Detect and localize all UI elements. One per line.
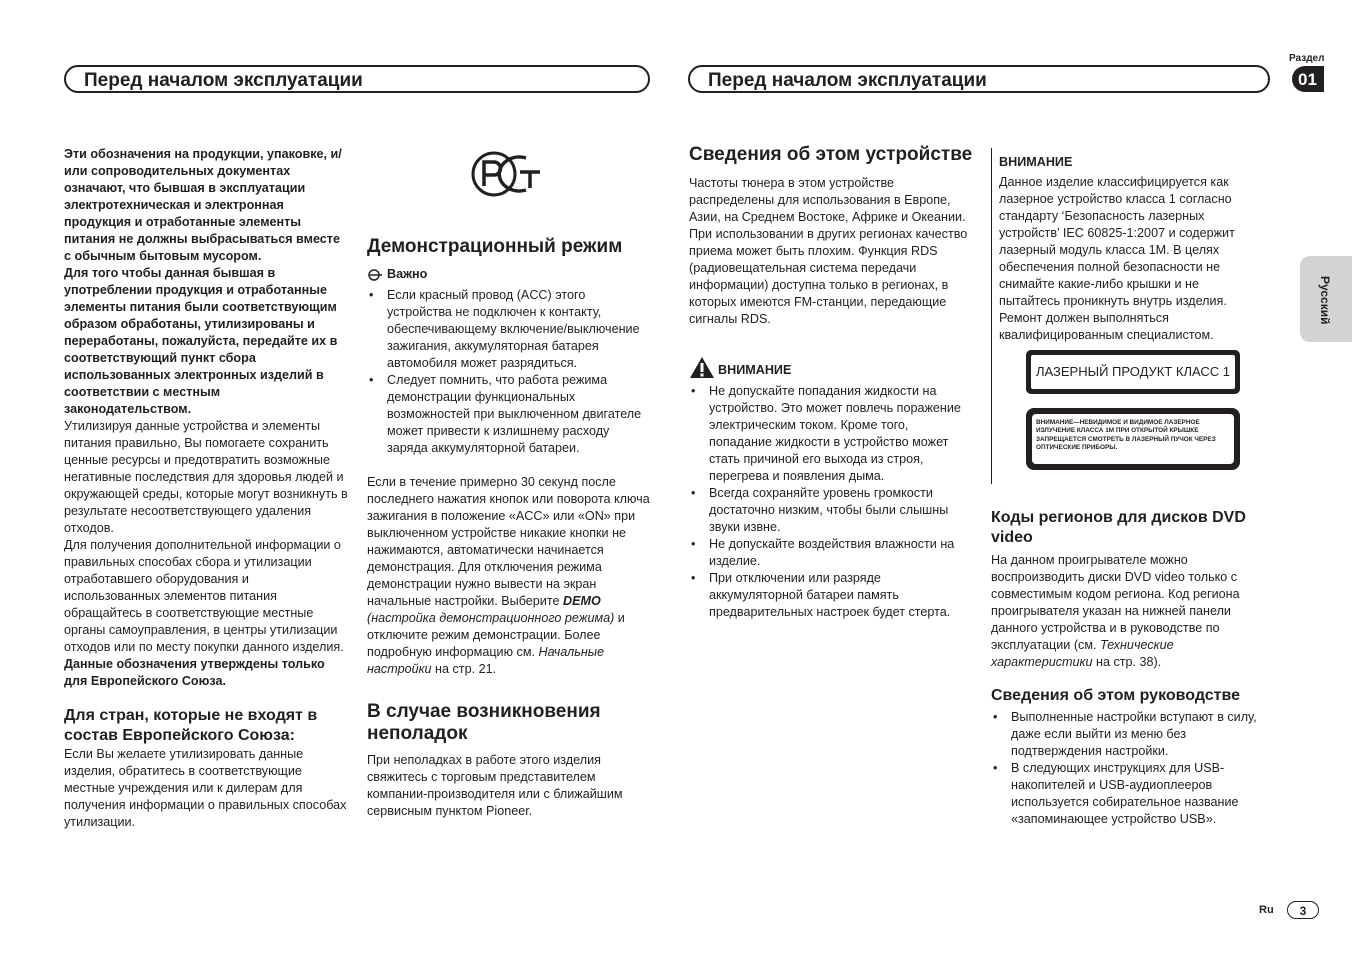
non-eu-heading: Для стран, которые не входят в состав Европейского Союза: — [64, 707, 318, 744]
disposal-info-paragraph: Для получения дополнительной информации о правильных способах сбора и утилизации отработавшего оборудования и использованных элементов питания обращайтесь в соответствующие местные органы самоуправления, в центры утилизации отходов или по месту покупки данного изделия. — [64, 538, 344, 654]
page-number-badge — [1287, 901, 1319, 919]
language-side-tab-label: Русский — [1318, 276, 1332, 325]
troubleshooting-heading: В случае возникновения неполадок — [367, 701, 601, 744]
warning-triangle-icon — [689, 356, 715, 379]
footer-lang: Ru — [1259, 904, 1274, 916]
laser-paragraph: Данное изделие классифицируется как лазерное устройство класса 1 согласно стандарту ‘Безопасность лазерных устройств’ IEC 60825-1:2007 и содержит лазерный модуль класса 1M. В целях обеспечения полной безопасности не снимайте какие-либо крышки и не пытайтесь проникнуть внутрь изделия. Ремонт должен выполняться квалифицированным специалистом. — [999, 175, 1235, 342]
list-item: • Не допускайте попадания жидкости на устройство. Это может повлечь поражение электрическим током. Кроме того, попадание жидкости в устройство может стать причиной его выхода из строя, перегрева и появления дыма. — [689, 383, 973, 485]
disposal-benefits-paragraph: Утилизируя данные устройства и элементы питания правильно, Вы помогаете сохранить ценные ресурсы и предотвратить возможные негативные последствия для здоровья людей и окружающей среды, которые могут возникнуть в результате несоответствующего удаления отходов. — [64, 419, 348, 535]
section-number-badge — [1292, 66, 1324, 92]
left-header-title: Перед началом эксплуатации — [84, 70, 363, 91]
caution-note — [689, 356, 973, 379]
list-item: • В следующих инструкциях для USB-накопителей и USB-аудиоплееров используется собирательное название «запоминающее устройство USB». — [991, 760, 1275, 828]
about-manual-heading: Сведения об этом руководстве — [991, 687, 1241, 704]
laser-warning-label — [1026, 408, 1240, 470]
language-side-tab — [1300, 256, 1352, 342]
important-note — [367, 266, 651, 283]
list-item: • Всегда сохраняйте уровень громкости достаточно низким, чтобы были слышны звуки извне. — [689, 485, 973, 536]
about-device-heading: Сведения об этом устройстве — [689, 144, 973, 165]
demo-setting-name: DEMO — [562, 594, 601, 608]
troubleshooting-paragraph: При неполадках в работе этого изделия свяжитесь с торговым представителем компании-производителя или с ближайшим сервисным пунктом Pioneer. — [367, 753, 623, 818]
region-codes-heading: Коды регионов для дисков DVD video — [991, 509, 1246, 546]
specs-ref: Технические характеристики — [991, 638, 1174, 669]
manual-bullet-list — [991, 709, 1275, 828]
laser-caution-label: ВНИМАНИЕ — [999, 155, 1073, 169]
column-4 — [991, 508, 1275, 828]
column-1 — [64, 146, 348, 831]
initial-settings-ref: Начальные настройки — [367, 645, 605, 676]
non-eu-paragraph: Если Вы желаете утилизировать данные изделия, обратитесь в соответствующие местные учреждения или к дилерам для получения информации о правильных способах утилизации. — [64, 747, 347, 829]
important-label: Важно — [387, 267, 428, 281]
laser-class-text: ЛАЗЕРНЫЙ ПРОДУКТ КЛАСС 1 — [1031, 355, 1235, 389]
caution-label: ВНИМАНИЕ — [718, 363, 792, 377]
list-item: • При отключении или разряде аккумуляторной батареи память предварительных настроек будет стерта. — [689, 570, 973, 621]
about-device-paragraph: Частоты тюнера в этом устройстве распределены для использования в Европе, Азии, на Среднем Востоке, Африке и Океании. При использовании в других регионах качество приема может быть плохим. Функция RDS (радиовещательная система передачи информации) доступна только в регионах, в которых имеются FM-станции, передающие сигналы RDS. — [689, 176, 968, 326]
disposal-symbols-paragraph: Эти обозначения на продукции, упаковке, и/или сопроводительных документах означают, что бывшая в эксплуатации электротехническая и электронная продукция и отработанные элементы питания не должны выбрасываться вместе с обычным бытовым мусором. — [64, 147, 342, 263]
disposal-collection-paragraph: Для того чтобы данная бывшая в употреблении продукция и отработанные элементы питания были соответствующим образом обработаны, утилизированы и переработаны, пожалуйста, передайте их в соответствующий пункт сбора использованных электронных изделий в соответствии с местным законодательством. — [64, 266, 338, 416]
region-codes-paragraph: На данном проигрывателе можно воспроизводить диски DVD video только с совместимым кодом региона. Код региона проигрывателя указан на нижней панели данного устройства и в руководстве по эксплуатации (см. Технические характеристики на стр. 38). — [991, 553, 1240, 669]
important-icon — [367, 269, 385, 281]
left-section-header — [64, 65, 650, 93]
demo-paragraph: Если в течение примерно 30 секунд после последнего нажатия кнопок или поворота ключа зажигания в положение «ACC» или «ON» при выключенном устройстве никакие кнопки не нажимаются, автоматически начинается демонстрация. Для отключения режима демонстрации нужно вывести на экран начальные настройки. Выберите DEMO (настройка демонстрационного режима) и отключите режим демонстрации. Более подробную информацию см. Начальные настройки на стр. 21. — [367, 475, 650, 676]
pct-certification-logo — [470, 148, 548, 200]
demo-mode-heading: Демонстрационный режим — [367, 236, 623, 257]
list-item: • Выполненные настройки вступают в силу, даже если выйти из меню без подтверждения настройки. — [991, 709, 1275, 760]
laser-class-label — [1026, 350, 1240, 394]
column-3 — [689, 144, 973, 621]
list-item: • Следует помнить, что работа режима демонстрации функциональных возможностей при выключенном двигателе может привести к излишнему расходу заряда аккумуляторной батареи. — [367, 372, 651, 457]
laser-warning-text: ВНИМАНИЕ—НЕВИДИМОЕ И ВИДИМОЕ ЛАЗЕРНОЕ ИЗЛУЧЕНИЕ КЛАССА 1М ПРИ ОТКРЫТОЙ КРЫШКЕ ЗАПРЕЩАЕТСЯ СМОТРЕТЬ В ЛАЗЕРНЫЙ ПУЧОК ЧЕРЕЗ ОПТИЧЕСКИЕ ПРИБОРЫ. — [1032, 414, 1234, 464]
laser-caution-box — [991, 148, 1272, 484]
list-item: • Не допускайте воздействия влажности на изделие. — [689, 536, 973, 570]
right-header-title: Перед началом эксплуатации — [708, 70, 987, 91]
list-item: • Если красный провод (ACC) этого устройства не подключен к контакту, обеспечивающему включение/выключение зажигания, аккумуляторная батарея автомобиля может разрядиться. — [367, 287, 651, 372]
column-2 — [367, 236, 651, 820]
demo-bullet-list — [367, 287, 651, 457]
section-label: Раздел — [1289, 53, 1325, 64]
caution-bullet-list — [689, 383, 973, 621]
right-section-header — [688, 65, 1270, 93]
section-number: 01 — [1298, 70, 1317, 89]
eu-only-paragraph: Данные обозначения утверждены только для Европейского Союза. — [64, 657, 325, 688]
page-number: 3 — [1299, 904, 1307, 918]
